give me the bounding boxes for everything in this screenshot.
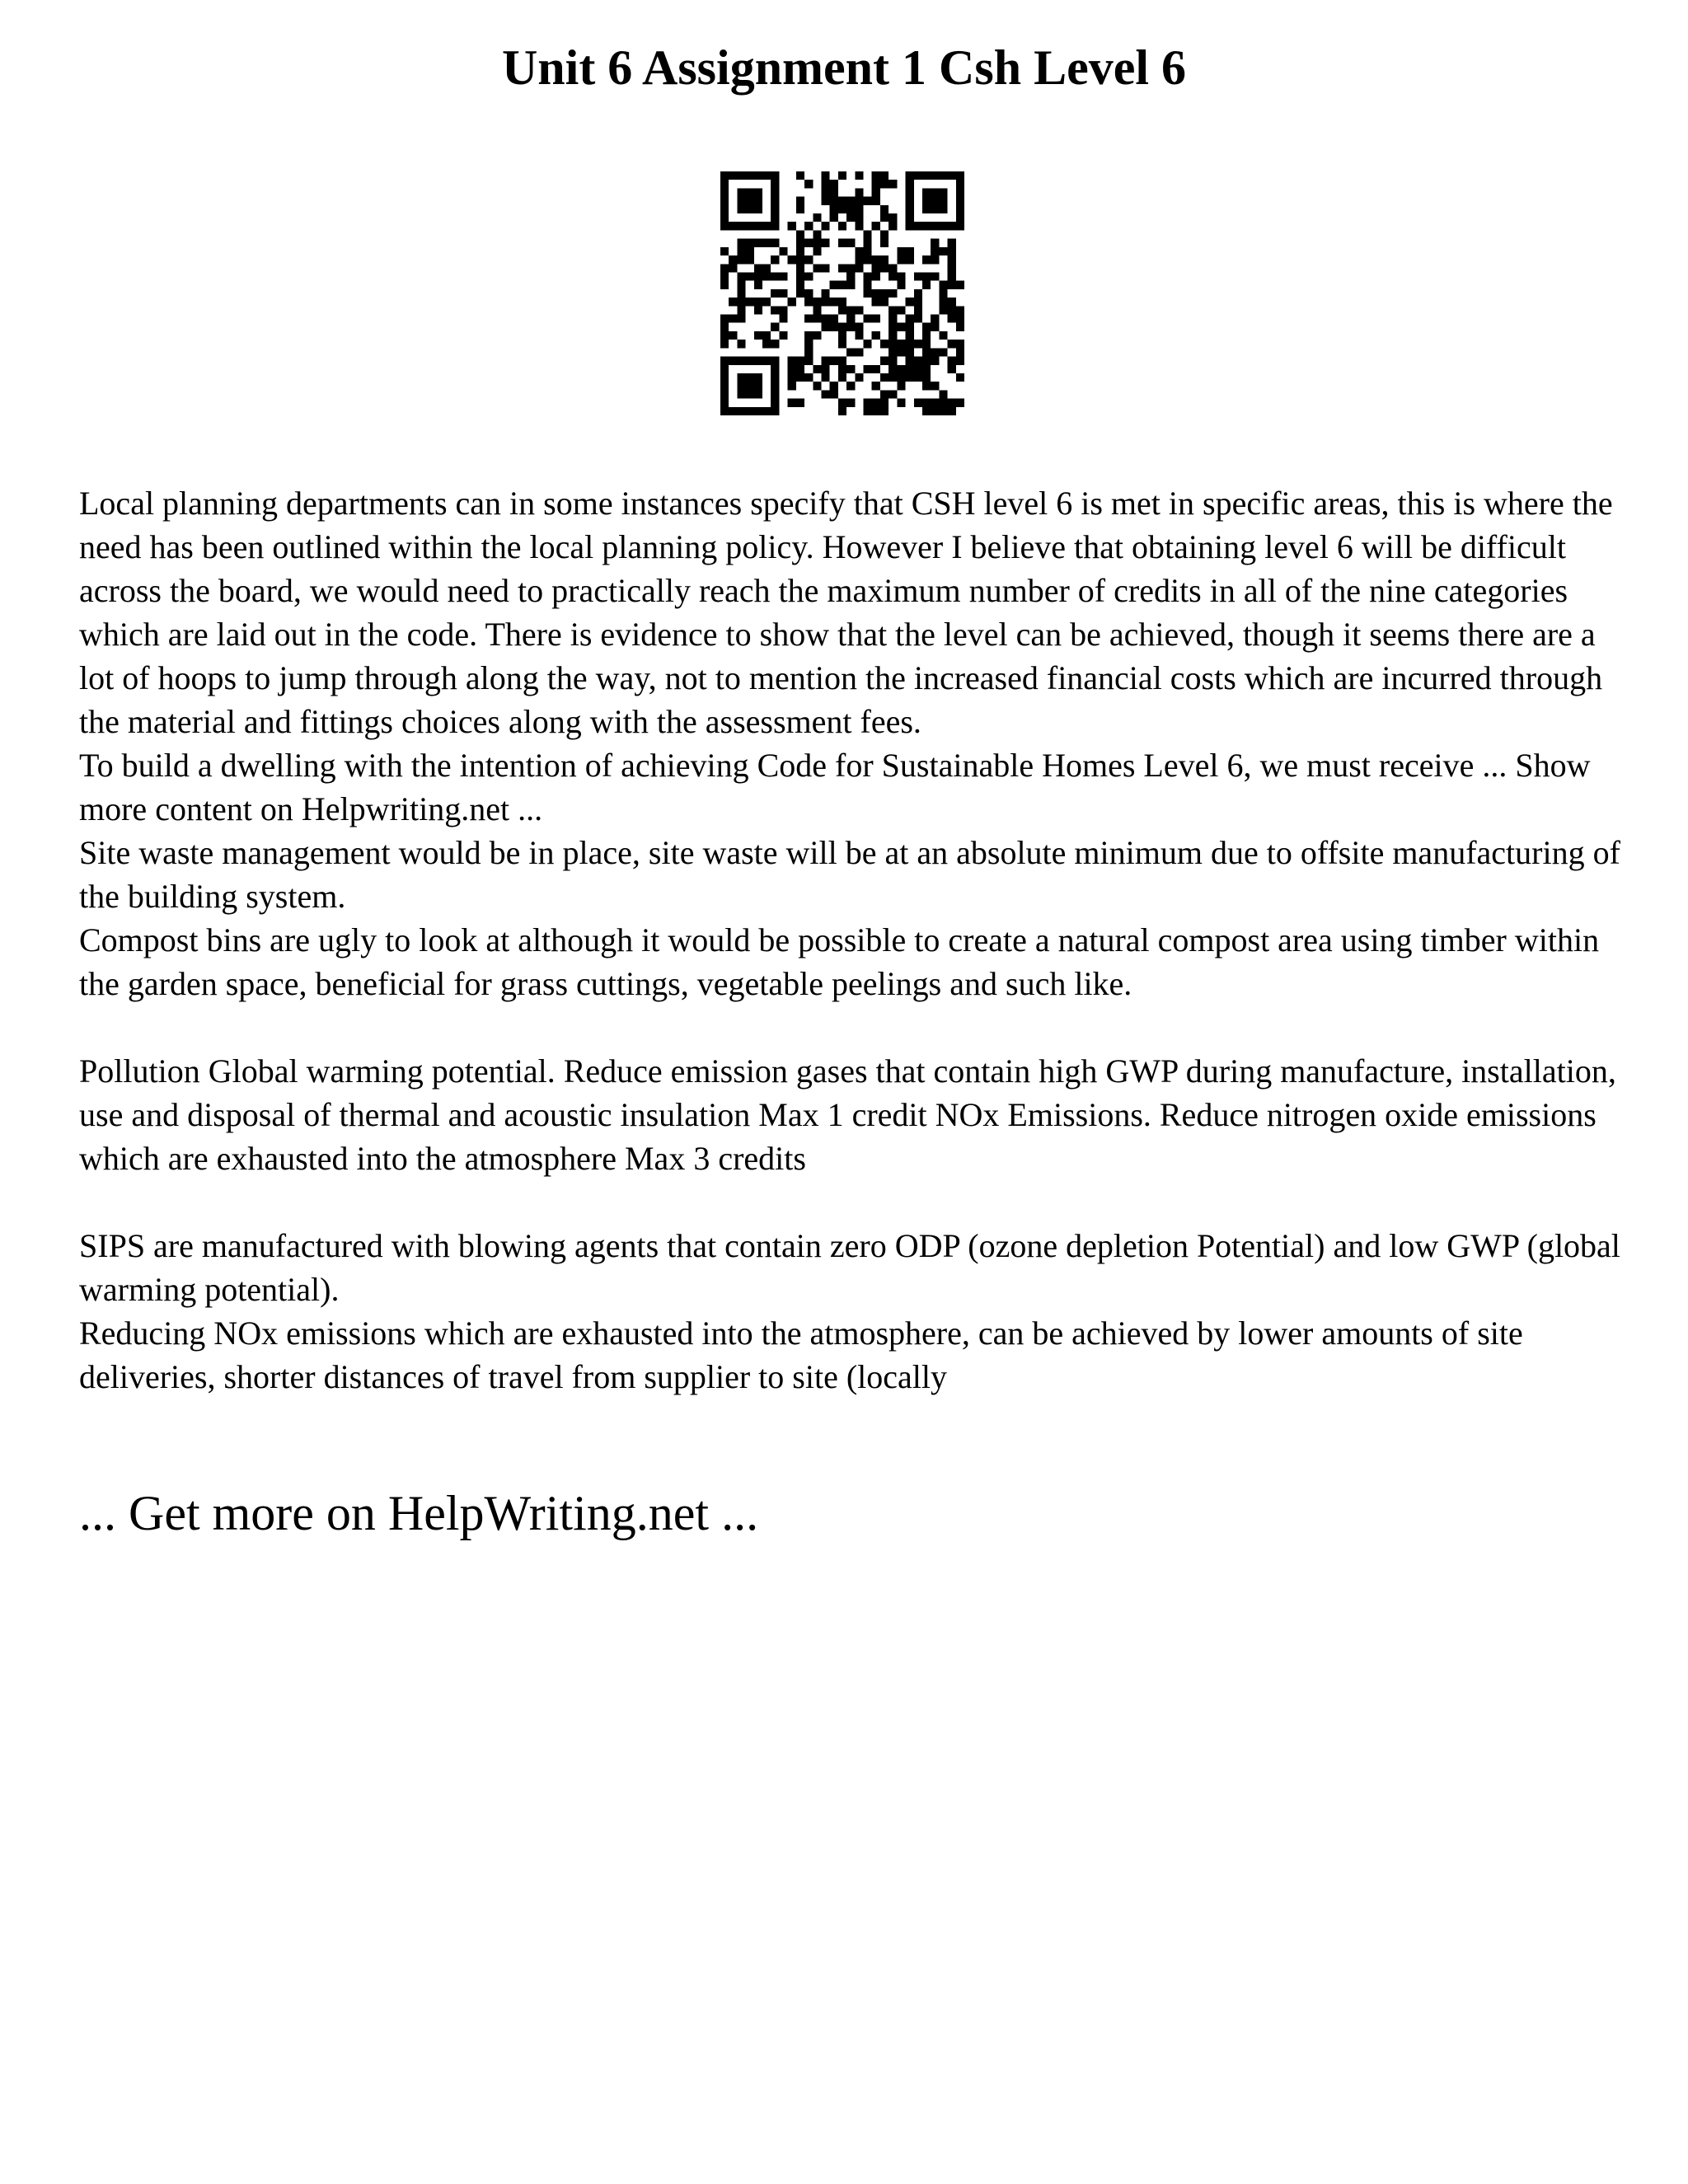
paragraph-build: To build a dwelling with the intention of achieving Code for Sustainable Homes Level 6, we must receive ... Show more content on Helpwriting.net ... <box>79 747 1591 827</box>
qr-code-icon[interactable] <box>720 171 964 415</box>
paragraph-sips: SIPS are manufactured with blowing agents that contain zero ODP (ozone depletion Potential) and low GWP (global warming potential). <box>79 1227 1620 1308</box>
get-more-link[interactable]: ... Get more on HelpWriting.net ... <box>79 1486 759 1540</box>
paragraph-intro: Local planning departments can in some instances specify that CSH level 6 is met in specific areas, this is where the need has been outlined within the local planning policy. However I believe that obtaining level 6 will be difficult across the board, we would need to practically reach the maximum number of credits in all of the nine categories which are laid out in the code. There is evidence to show that the level can be achieved, though it seems there are a lot of hoops to jump through along the way, not to mention the increased financial costs which are incurred through the material and fittings choices along with the assessment fees. <box>79 485 1613 740</box>
paragraph-site-waste: Site waste management would be in place, site waste will be at an absolute minimum due to offsite manufacturing of the building system. <box>79 834 1620 915</box>
paragraph-compost: Compost bins are ugly to look at although it would be possible to create a natural compost area using timber within the garden space, beneficial for grass cuttings, vegetable peelings and such like. <box>79 921 1600 1002</box>
paragraph-pollution: Pollution Global warming potential. Reduce emission gases that contain high GWP during manufacture, installation, use and disposal of thermal and acoustic insulation Max 1 credit NOx Emissions. Reduce nitrogen oxide emissions which are exhausted into the atmosphere Max 3 credits <box>79 1052 1616 1177</box>
paragraph-nox: Reducing NOx emissions which are exhausted into the atmosphere, can be achieved by lower amounts of site deliveries, shorter distances of travel from supplier to site (locally <box>79 1315 1523 1395</box>
paragraph-gap <box>79 1005 1629 1049</box>
page-title: Unit 6 Assignment 1 Csh Level 6 <box>501 40 1187 95</box>
document-body <box>79 481 1629 1399</box>
paragraph-gap <box>79 1180 1629 1224</box>
